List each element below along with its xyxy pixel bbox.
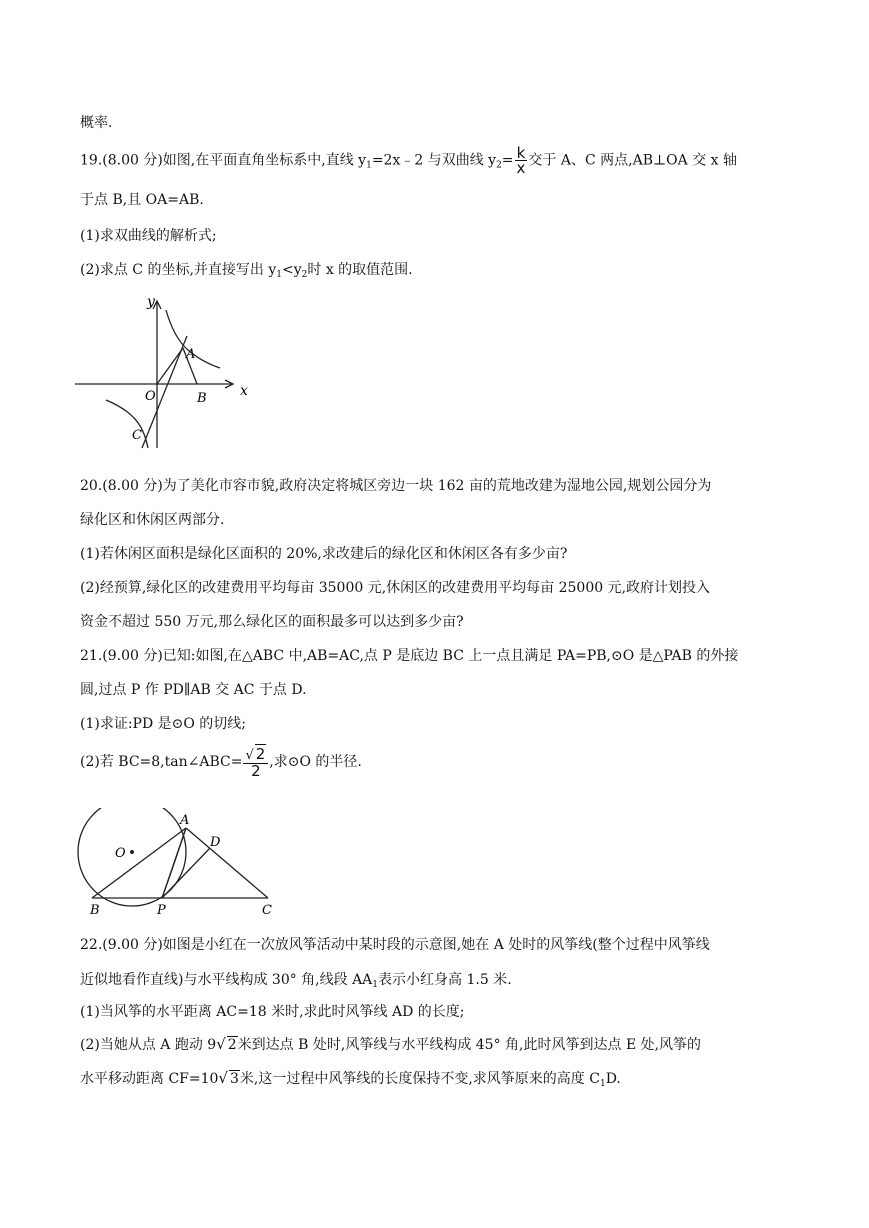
- q19-part2: (2)求点 C 的坐标,并直接写出 $y_1<y_2$时 x 的取值范围.: [80, 262, 413, 280]
- circle-O: [78, 808, 186, 906]
- q21-stem-line2: 圆,过点 P 作 PD∥AB 交 AC 于点 D.: [80, 682, 307, 698]
- label-O: O: [145, 389, 156, 404]
- label-A: A: [180, 813, 190, 828]
- fraction-sqrt2-over-2: $\frac{√ 2}{2}$: [243, 747, 268, 778]
- q22-part1: (1)当风筝的水平距离 AC=18 米时,求此时风筝线 AD 的长度;: [80, 1004, 465, 1020]
- q20-part1: (1)若休闲区面积是绿化区面积的 20%,求改建后的绿化区和休闲区各有多少亩?: [80, 546, 568, 562]
- q20-part2-line2: 资金不超过 550 万元,那么绿化区的面积最多可以达到多少亩?: [80, 614, 464, 630]
- label-y: y: [147, 294, 155, 310]
- q21-part1: (1)求证:PD 是⊙O 的切线;: [80, 716, 247, 732]
- q22-part2-line1: (2)当她从点 A 跑动 9√ 2米到达点 B 处时,风筝线与水平线构成 45° 角,此时风筝到达点 E 处,风筝的: [80, 1035, 702, 1053]
- q22-part2-line2: 水平移动距离 CF=10√ 3米,这一过程中风筝线的长度保持不变,求风筝原来的高度 $C_1D$.: [80, 1069, 621, 1089]
- q21-figure: [70, 808, 290, 918]
- center-dot-O: [130, 850, 134, 854]
- q19-stem-line1: 19.(8.00 分)如图,在平面直角坐标系中,直线 $y_1=2x﹣2$ 与双曲线 $y_2=$ $\frac{k}{x}$ 交于 A、C 两点,AB⊥OA 交 x 轴: [80, 144, 737, 177]
- q22-stem-line2: 近似地看作直线)与水平线构成 30° 角,线段 $AA_1$表示小红身高 1.5 米.: [80, 972, 512, 990]
- q20-part2-line1: (2)经预算,绿化区的改建费用平均每亩 35000 元,休闲区的改建费用平均每亩 25000 元,政府计划投入: [80, 580, 711, 596]
- q18-tail: 概率.: [80, 115, 113, 131]
- label-C: C: [132, 428, 142, 443]
- label-x: x: [240, 383, 248, 399]
- label-A: A: [186, 347, 196, 362]
- fraction-k-over-x: $\frac{k}{x}$: [516, 144, 526, 177]
- arc-PA: [162, 828, 186, 898]
- q21-stem-line1: 21.(9.00 分)已知:如图,在△ABC 中,AB=AC,点 P 是底边 BC 上一点且满足 PA=PB,⊙O 是△PAB 的外接: [80, 648, 739, 664]
- segment-AC: [186, 828, 268, 898]
- label-O: O: [115, 846, 126, 861]
- q21-part2: (2)若 BC=8,tan∠ABC= $\frac{√ 2}{2}$ ,求⊙O 的半径.: [80, 744, 362, 780]
- q19-figure: [70, 288, 270, 458]
- q20-stem-line2: 绿化区和休闲区两部分.: [80, 512, 225, 528]
- q19-stem-line2: 于点 B,且 OA=AB.: [80, 192, 204, 208]
- label-C: C: [262, 903, 272, 918]
- label-D: D: [210, 835, 221, 850]
- q19-part1: (1)求双曲线的解析式;: [80, 228, 217, 244]
- label-P: P: [157, 903, 166, 918]
- label-B: B: [197, 391, 207, 406]
- label-B: B: [90, 903, 100, 918]
- q22-stem-line1: 22.(9.00 分)如图是小红在一次放风筝活动中某时段的示意图,她在 A 处时的风筝线(整个过程中风筝线: [80, 937, 710, 953]
- q20-stem-line1: 20.(8.00 分)为了美化市容市貌,政府决定将城区旁边一块 162 亩的荒地改建为湿地公园,规划公园分为: [80, 478, 712, 494]
